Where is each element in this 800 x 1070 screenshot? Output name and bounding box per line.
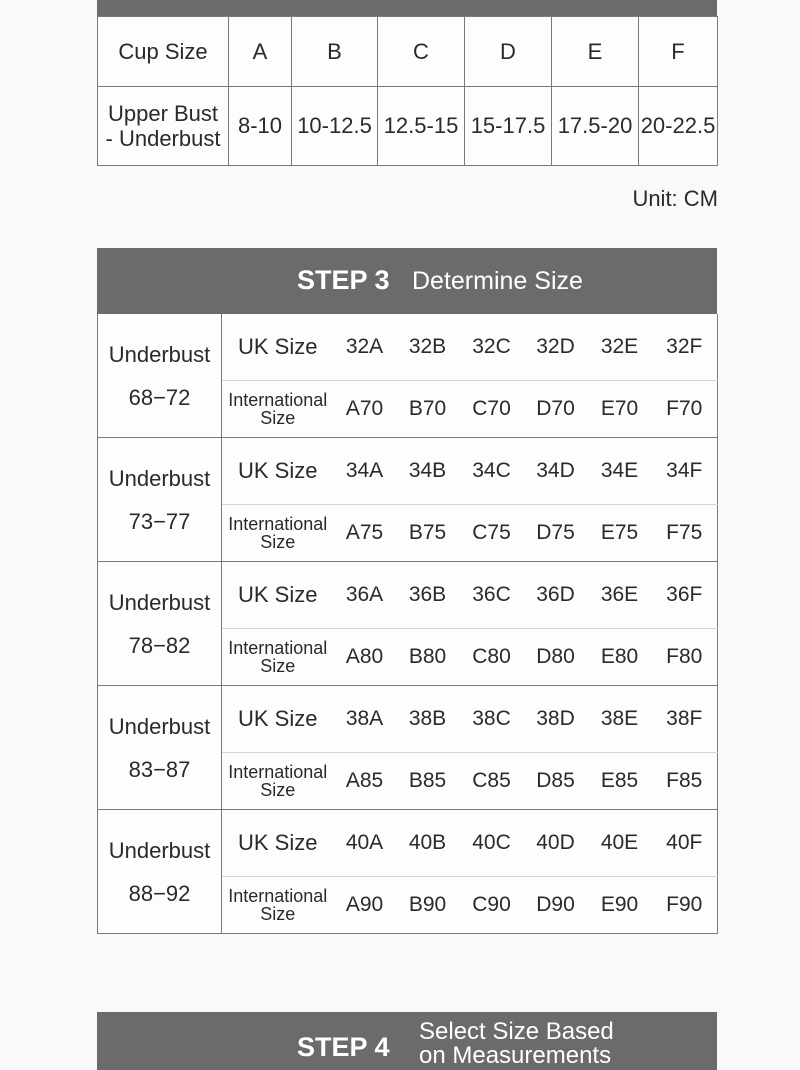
international-size-value: E80 bbox=[588, 629, 652, 686]
uk-size-value: 32C bbox=[460, 314, 524, 381]
international-size-value: E90 bbox=[588, 877, 652, 934]
underbust-cell bbox=[98, 562, 222, 686]
international-size-value: A90 bbox=[334, 877, 396, 934]
uk-size-value: 34D bbox=[524, 438, 588, 505]
uk-size-value: 40E bbox=[588, 810, 652, 877]
uk-size-value: 32F bbox=[652, 314, 718, 381]
uk-size-value: 32B bbox=[396, 314, 460, 381]
step3-title: Determine Size bbox=[412, 267, 583, 295]
uk-size-value: 38E bbox=[588, 686, 652, 753]
upper-bust-label bbox=[98, 87, 229, 166]
size-table bbox=[97, 314, 718, 934]
size-group bbox=[98, 562, 718, 686]
cup-range: 20-22.5 bbox=[639, 87, 718, 166]
international-size-value: C85 bbox=[460, 753, 524, 810]
international-size-value: A75 bbox=[334, 505, 396, 562]
international-size-value: A70 bbox=[334, 381, 396, 438]
cup-letter: A bbox=[229, 17, 292, 87]
international-size-value: C75 bbox=[460, 505, 524, 562]
underbust-cell bbox=[98, 438, 222, 562]
cup-letter: C bbox=[378, 17, 465, 87]
international-size-value: E75 bbox=[588, 505, 652, 562]
unit-label: Unit: CM bbox=[632, 186, 718, 211]
upper-bust-label-line2: - Underbust bbox=[105, 126, 221, 151]
uk-size-label: UK Size bbox=[222, 314, 334, 381]
uk-size-value: 40D bbox=[524, 810, 588, 877]
international-size-value: D80 bbox=[524, 629, 588, 686]
uk-size-value: 40B bbox=[396, 810, 460, 877]
international-size-value: B75 bbox=[396, 505, 460, 562]
size-group bbox=[98, 686, 718, 810]
international-size-value: B90 bbox=[396, 877, 460, 934]
uk-size-value: 36D bbox=[524, 562, 588, 629]
step4-title-line1: Select Size Based bbox=[419, 1018, 614, 1045]
international-size-value: C70 bbox=[460, 381, 524, 438]
uk-size-value: 36F bbox=[652, 562, 718, 629]
step3-header bbox=[97, 248, 717, 314]
underbust-label: Underbust bbox=[108, 341, 211, 367]
cup-letter: E bbox=[552, 17, 639, 87]
international-size-label: International Size bbox=[222, 877, 334, 934]
upper-bust-label-line1: Upper Bust bbox=[107, 101, 219, 126]
uk-size-value: 40A bbox=[334, 810, 396, 877]
uk-size-label: UK Size bbox=[222, 810, 334, 877]
underbust-label: Underbust bbox=[108, 465, 211, 491]
step4-title-line2: on Measurements bbox=[419, 1042, 612, 1069]
underbust-cell bbox=[98, 686, 222, 810]
uk-size-value: 34F bbox=[652, 438, 718, 505]
uk-size-value: 40F bbox=[652, 810, 718, 877]
international-size-label: International Size bbox=[222, 505, 334, 562]
international-size-label: International Size bbox=[222, 753, 334, 810]
international-size-label: International Size bbox=[222, 629, 334, 686]
international-size-value: B85 bbox=[396, 753, 460, 810]
cup-letter: F bbox=[639, 17, 718, 87]
international-size-value: B80 bbox=[396, 629, 460, 686]
cup-range: 12.5-15 bbox=[378, 87, 465, 166]
international-size-value: D70 bbox=[524, 381, 588, 438]
size-group bbox=[98, 314, 718, 438]
uk-size-value: 36B bbox=[396, 562, 460, 629]
uk-size-label: UK Size bbox=[222, 686, 334, 753]
size-group bbox=[98, 810, 718, 934]
uk-size-value: 38B bbox=[396, 686, 460, 753]
international-size-value: E70 bbox=[588, 381, 652, 438]
underbust-cell bbox=[98, 314, 222, 438]
uk-size-value: 40C bbox=[460, 810, 524, 877]
underbust-range: 83−87 bbox=[128, 756, 191, 782]
uk-size-value: 34B bbox=[396, 438, 460, 505]
uk-size-value: 32E bbox=[588, 314, 652, 381]
international-size-label: International Size bbox=[222, 381, 334, 438]
uk-size-value: 34A bbox=[334, 438, 396, 505]
underbust-label: Underbust bbox=[108, 837, 211, 863]
international-size-value: B70 bbox=[396, 381, 460, 438]
uk-size-label: UK Size bbox=[222, 438, 334, 505]
uk-size-value: 32A bbox=[334, 314, 396, 381]
step4-header bbox=[97, 1012, 717, 1070]
cup-range: 10-12.5 bbox=[292, 87, 378, 166]
international-size-value: D75 bbox=[524, 505, 588, 562]
international-size-value: D90 bbox=[524, 877, 588, 934]
underbust-range: 73−77 bbox=[128, 508, 191, 534]
uk-size-value: 34E bbox=[588, 438, 652, 505]
international-size-value: F80 bbox=[652, 629, 718, 686]
size-group bbox=[98, 438, 718, 562]
cup-range: 17.5-20 bbox=[552, 87, 639, 166]
cup-range: 8-10 bbox=[229, 87, 292, 166]
international-size-value: C80 bbox=[460, 629, 524, 686]
top-header-bar bbox=[97, 0, 717, 16]
cup-letter: D bbox=[465, 17, 552, 87]
cup-size-header: Cup Size bbox=[98, 17, 229, 87]
underbust-range: 88−92 bbox=[128, 880, 191, 906]
uk-size-label: UK Size bbox=[222, 562, 334, 629]
cup-size-table bbox=[97, 16, 718, 166]
uk-size-value: 38C bbox=[460, 686, 524, 753]
international-size-value: F85 bbox=[652, 753, 718, 810]
underbust-cell bbox=[98, 810, 222, 934]
cup-letter: B bbox=[292, 17, 378, 87]
cup-range: 15-17.5 bbox=[465, 87, 552, 166]
step4-number: STEP 4 bbox=[297, 1032, 390, 1062]
international-size-value: C90 bbox=[460, 877, 524, 934]
international-size-value: A80 bbox=[334, 629, 396, 686]
uk-size-value: 38A bbox=[334, 686, 396, 753]
uk-size-value: 34C bbox=[460, 438, 524, 505]
international-size-value: D85 bbox=[524, 753, 588, 810]
international-size-value: F90 bbox=[652, 877, 718, 934]
international-size-value: F70 bbox=[652, 381, 718, 438]
underbust-range: 78−82 bbox=[128, 632, 191, 658]
international-size-value: E85 bbox=[588, 753, 652, 810]
underbust-range: 68−72 bbox=[128, 384, 191, 410]
uk-size-value: 36A bbox=[334, 562, 396, 629]
international-size-value: A85 bbox=[334, 753, 396, 810]
uk-size-value: 38F bbox=[652, 686, 718, 753]
uk-size-value: 36E bbox=[588, 562, 652, 629]
uk-size-value: 36C bbox=[460, 562, 524, 629]
underbust-label: Underbust bbox=[108, 713, 211, 739]
uk-size-value: 38D bbox=[524, 686, 588, 753]
uk-size-value: 32D bbox=[524, 314, 588, 381]
step4-title bbox=[419, 1020, 679, 1068]
underbust-label: Underbust bbox=[108, 589, 211, 615]
step3-number: STEP 3 bbox=[297, 265, 390, 295]
international-size-value: F75 bbox=[652, 505, 718, 562]
